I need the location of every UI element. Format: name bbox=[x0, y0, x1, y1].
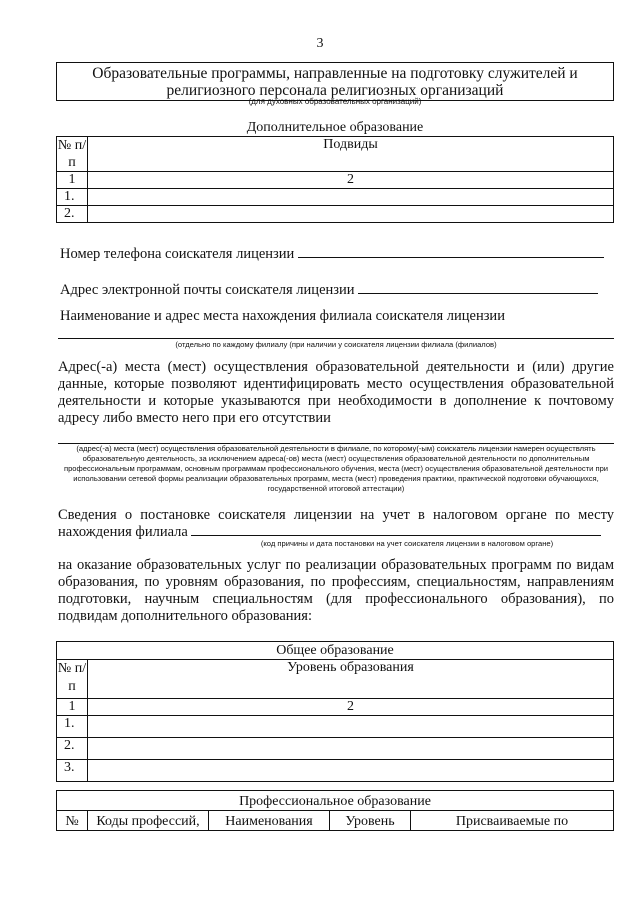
professional-education-qualifications-header: Присваиваемые по bbox=[411, 811, 614, 831]
tax-paragraph bbox=[58, 507, 614, 541]
religious-programs-box bbox=[56, 62, 614, 101]
branch-input-line[interactable] bbox=[58, 338, 614, 339]
additional-education-row-2-num: 2. bbox=[57, 206, 88, 223]
additional-education-row-2-value[interactable] bbox=[88, 206, 614, 223]
general-education-row-3-value[interactable] bbox=[88, 760, 614, 782]
religious-programs-title: Образовательные программы, направленные на подготовку служителей и религиозного персонала религиозных организаций bbox=[57, 63, 614, 101]
professional-education-table bbox=[56, 790, 614, 831]
tax-text-line1: Сведения о постановке соискателя лицензии на учет в налоговом органе по месту bbox=[58, 507, 614, 523]
professional-education-names-header: Наименования bbox=[209, 811, 330, 831]
general-education-title: Общее образование bbox=[57, 642, 614, 660]
general-education-table bbox=[56, 641, 614, 782]
email-field bbox=[60, 282, 598, 299]
addresses-note: (адрес(-а) места (мест) осуществления образовательной деятельности в филиале, по которому(-ым) соискатель лицензии намерен осуществлять образовательную деятельность, за исключением адреса(-ов) места (мест) осуществления образовательной деятельности по дополнительным профессиональным программам, основным программам профессионального обучения, места (мест) осуществления образовательной деятельности при использовании сетевой формы реализации образовательных программ, места (мест) проведения практики, практической подготовки обучающихся, государственной итоговой аттестации) bbox=[63, 444, 609, 493]
services-paragraph: на оказание образовательных услуг по реализации образовательных программ по видам образования, по уровням образования, по профессиям, специальностям, направлениям подготовки, научным специальностям (для профессионального образования), по подвидам дополнительного образования: bbox=[58, 557, 614, 624]
phone-label: Номер телефона соискателя лицензии bbox=[60, 246, 295, 262]
additional-education-index-1: 1 bbox=[57, 172, 88, 189]
religious-programs-note: (для духовных образовательных организаций) bbox=[248, 97, 422, 106]
phone-input-line[interactable] bbox=[298, 257, 604, 258]
page-number: 3 bbox=[316, 36, 324, 51]
additional-education-row-1-value[interactable] bbox=[88, 189, 614, 206]
additional-education-row-1-num: 1. bbox=[57, 189, 88, 206]
tax-text-line2: нахождения филиала bbox=[58, 524, 188, 540]
general-education-row-3-num: 3. bbox=[57, 760, 88, 782]
additional-education-num-header: № п/п bbox=[57, 138, 87, 170]
general-education-row-2-num: 2. bbox=[57, 738, 88, 760]
general-education-row-1-value[interactable] bbox=[88, 716, 614, 738]
general-education-index-1: 1 bbox=[57, 699, 88, 716]
professional-education-codes-header: Коды профессий, bbox=[88, 811, 209, 831]
general-education-index-2: 2 bbox=[88, 699, 614, 716]
professional-education-num-header: № bbox=[57, 811, 88, 831]
additional-education-title: Дополнительное образование bbox=[57, 120, 614, 137]
tax-note: (код причины и дата постановки на учет соискателя лицензии в налоговом органе) bbox=[260, 539, 554, 548]
email-label: Адрес электронной почты соискателя лицензии bbox=[60, 282, 355, 298]
additional-education-table bbox=[56, 120, 614, 223]
phone-field bbox=[60, 246, 604, 263]
general-education-level-header: Уровень образования bbox=[88, 660, 614, 699]
general-education-row-1-num: 1. bbox=[57, 716, 88, 738]
branch-label: Наименование и адрес места нахождения филиала соискателя лицензии bbox=[60, 308, 505, 324]
addresses-paragraph: Адрес(-а) места (мест) осуществления образовательной деятельности и (или) другие данные, которые позволяют идентифицировать место осуществления образовательной деятельности и которые указываются при необходимости в дополнение к почтовому адресу либо вместо него при его отсутствии bbox=[58, 359, 614, 426]
professional-education-level-header: Уровень bbox=[330, 811, 411, 831]
professional-education-title: Профессиональное образование bbox=[57, 791, 614, 811]
tax-input-line[interactable] bbox=[191, 535, 601, 536]
general-education-num-header: № п/п bbox=[57, 660, 88, 699]
email-input-line[interactable] bbox=[358, 293, 598, 294]
additional-education-index-2: 2 bbox=[88, 172, 614, 189]
general-education-row-2-value[interactable] bbox=[88, 738, 614, 760]
additional-education-subtypes-header: Подвиды bbox=[88, 137, 614, 172]
branch-note: (отдельно по каждому филиалу (при наличии у соискателя лицензии филиала (филиалов) bbox=[175, 340, 497, 349]
